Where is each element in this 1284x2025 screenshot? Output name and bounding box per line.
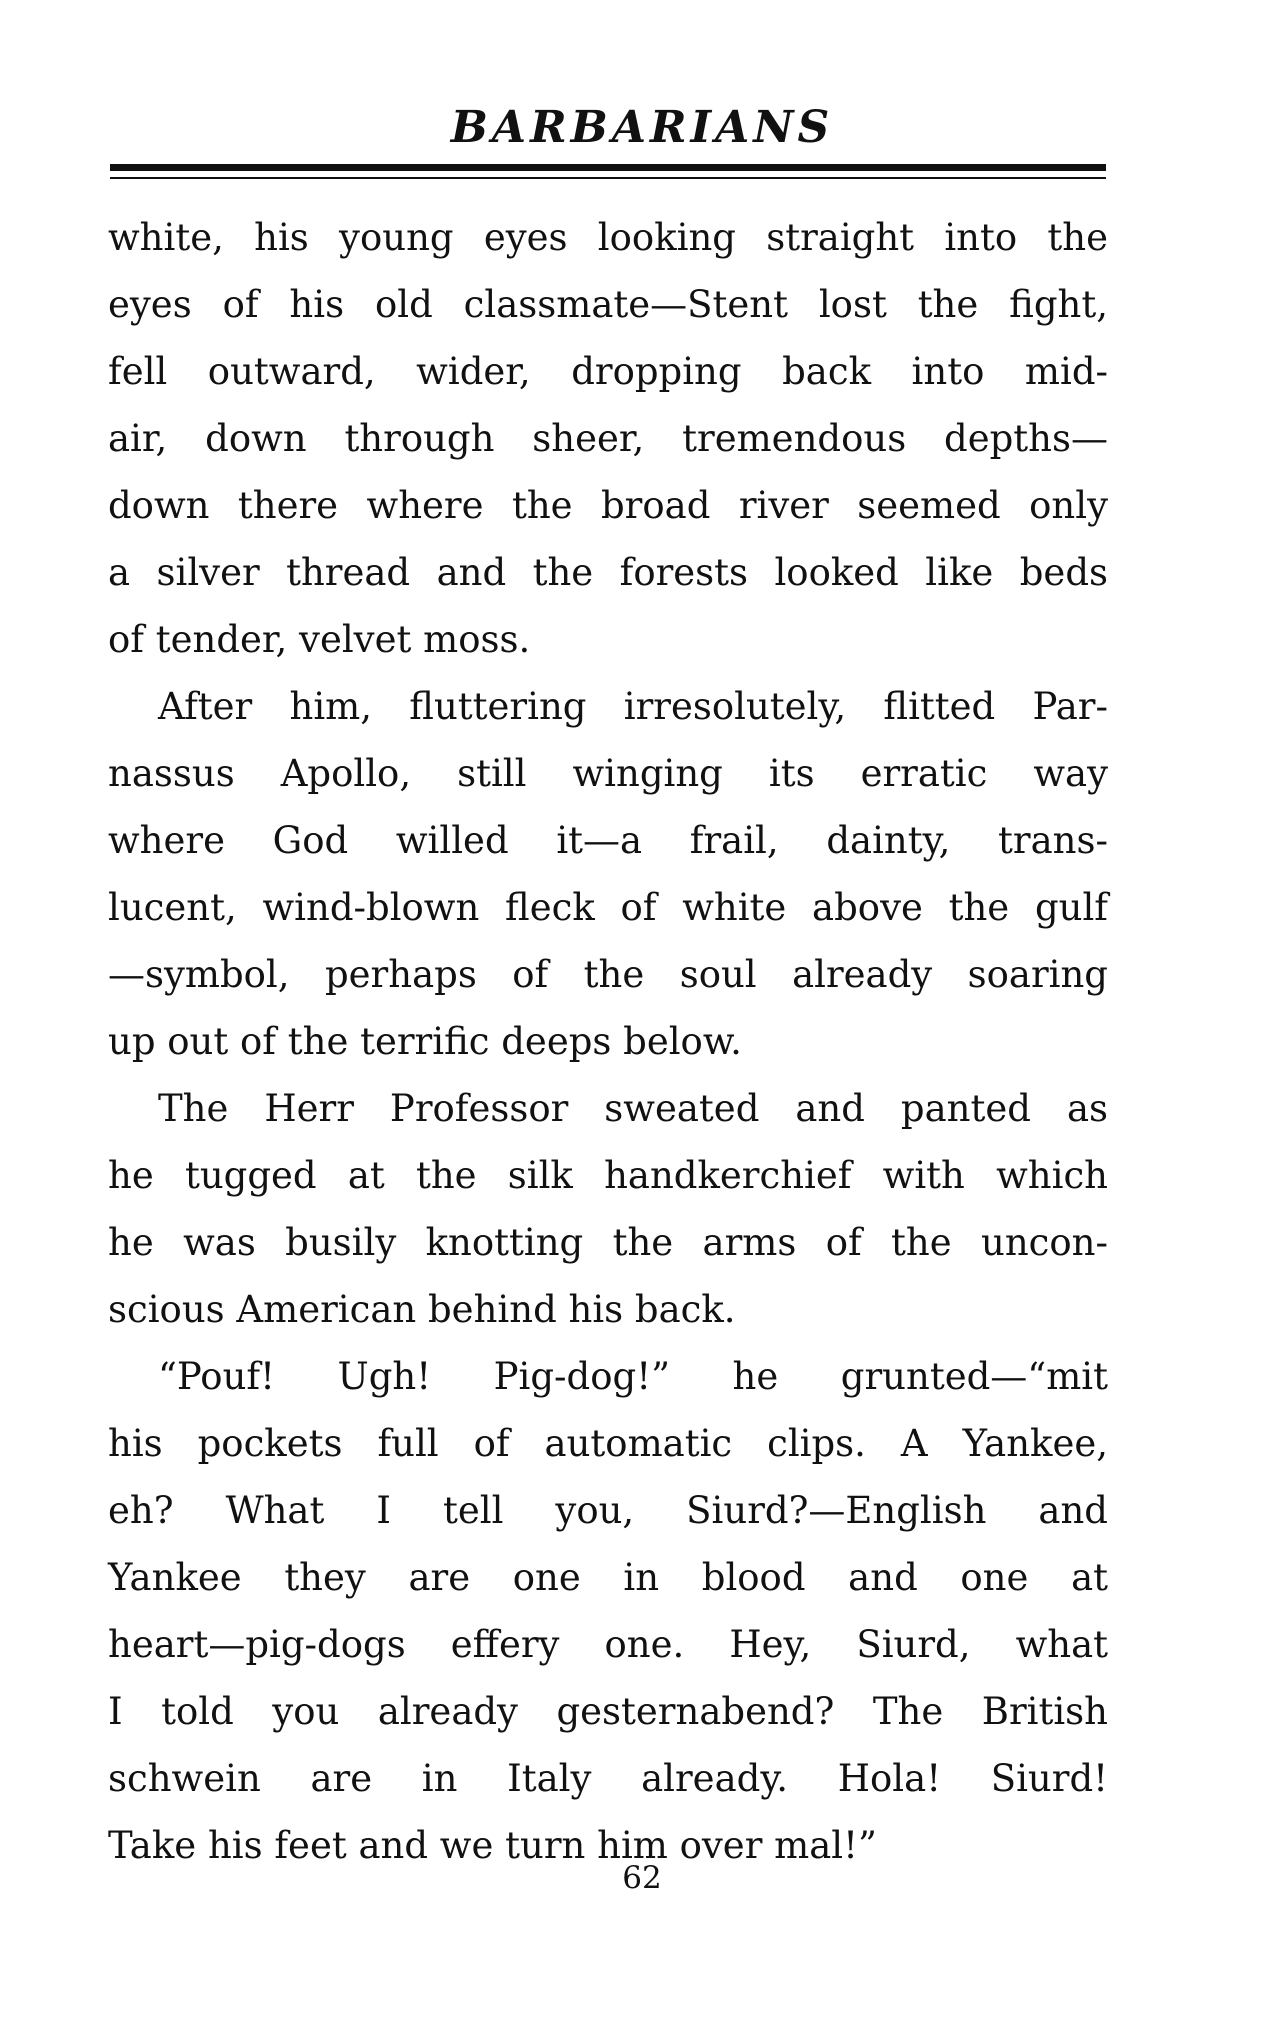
text-line: where God willed it—a frail, dainty, trans-	[108, 819, 1108, 862]
running-head: BARBARIANS	[450, 102, 834, 153]
text-line: lucent, wind-blown fleck of white above the gulf	[108, 886, 1108, 929]
text-line: white, his young eyes looking straight into the	[108, 216, 1108, 259]
text-line: scious American behind his back.	[108, 1288, 736, 1331]
text-line: eyes of his old classmate—Stent lost the fight,	[108, 283, 1108, 326]
text-line: The Herr Professor sweated and panted as	[158, 1087, 1108, 1130]
text-line: Take his feet and we turn him over mal!”	[108, 1824, 877, 1867]
text-line: After him, fluttering irresolutely, flitted Par-	[158, 685, 1108, 728]
text-line: he was busily knotting the arms of the uncon-	[108, 1221, 1108, 1264]
text-line: I told you already gesternabend? The British	[108, 1690, 1108, 1733]
text-line: eh? What I tell you, Siurd?—English and	[108, 1489, 1108, 1532]
header-rule-thin	[110, 177, 1106, 179]
text-line: “Pouf! Ugh! Pig-dog!” he grunted—“mit	[158, 1355, 1108, 1398]
body-text	[108, 204, 1108, 1879]
paragraph-2	[108, 673, 1108, 1075]
text-line: his pockets full of automatic clips. A Yankee,	[108, 1422, 1108, 1465]
text-line: of tender, velvet moss.	[108, 618, 531, 661]
text-line: a silver thread and the forests looked like beds	[108, 551, 1108, 594]
paragraph-3	[108, 1075, 1108, 1343]
text-line: he tugged at the silk handkerchief with which	[108, 1154, 1108, 1197]
text-line: down there where the broad river seemed only	[108, 484, 1108, 527]
text-line: heart—pig-dogs effery one. Hey, Siurd, what	[108, 1623, 1108, 1666]
text-line: up out of the terrific deeps below.	[108, 1020, 742, 1063]
text-line: Yankee they are one in blood and one at	[108, 1556, 1108, 1599]
text-line: —symbol, perhaps of the soul already soaring	[108, 953, 1108, 996]
text-line: nassus Apollo, still winging its erratic way	[108, 752, 1108, 795]
page-number: 62	[622, 1860, 662, 1896]
text-line: air, down through sheer, tremendous depths—	[108, 417, 1108, 460]
paragraph-1	[108, 204, 1108, 673]
text-line: schwein are in Italy already. Hola! Siurd!	[108, 1757, 1108, 1800]
header-rule-thick	[110, 164, 1106, 171]
paragraph-4	[108, 1343, 1108, 1879]
text-line: fell outward, wider, dropping back into mid-	[108, 350, 1108, 393]
